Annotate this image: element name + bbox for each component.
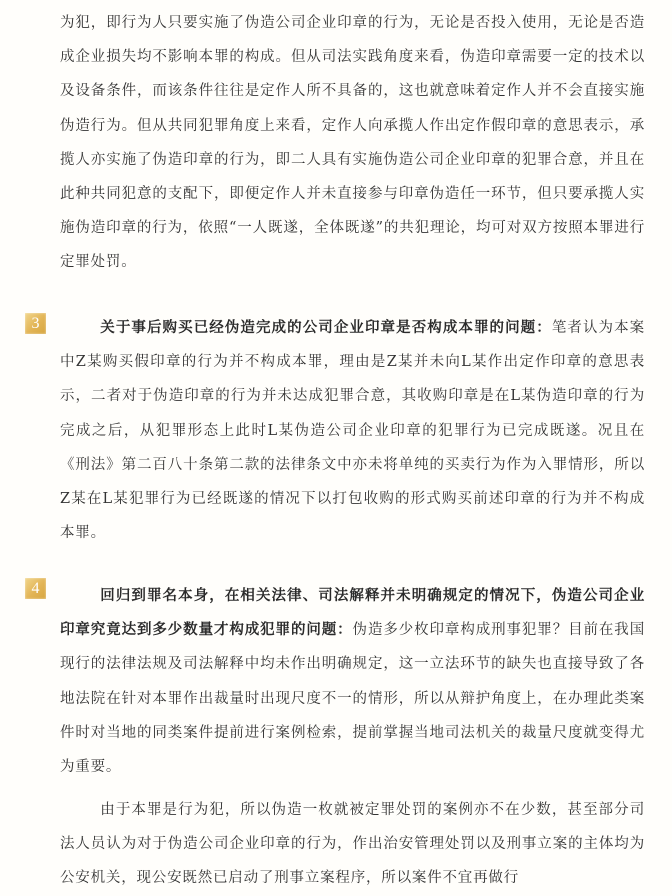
section-4-text: 伪造多少枚印章构成刑事犯罪？目前在我国现行的法律法规及司法解释中均未作出明确规定，这一立法环节的缺失也直接导致了各地法院在针对本罪作出裁量时出现尺度不一的情形，所以从辩护角度上，在办理此类案件时对当地的同类案件提前进行案例检索，提前掌握当地司法机关的裁量尺度就变得尤为重要。 bbox=[60, 622, 645, 776]
section-3-heading: 关于事后购买已经伪造完成的公司企业印章是否构成本罪的问题： bbox=[100, 319, 552, 336]
paragraph-1 bbox=[60, 6, 645, 280]
paragraph-section-4 bbox=[60, 579, 645, 784]
paragraph-section-3 bbox=[60, 311, 645, 550]
paragraph-1-text: 为犯，即行为人只要实施了伪造公司企业印章的行为，无论是否投入使用，无论是否造成企业损失均不影响本罪的构成。但从司法实践角度来看，伪造印章需要一定的技术以及设备条件，而该条件往往是定作人所不具备的，这也就意味着定作人并不会直接实施伪造行为。但从共同犯罪角度上来看，定作人向承揽人作出定作假印章的意思表示，承揽人亦实施了伪造印章的行为，即二人具有实施伪造公司企业印章的犯罪合意，并且在此种共同犯意的支配下，即便定作人并未直接参与印章伪造任一环节，但只要承揽人实施伪造印章的行为，依照“一人既遂，全体既遂”的共犯理论，均可对双方按照本罪进行定罪处罚。 bbox=[60, 15, 645, 271]
section-number-badge-4: 4 bbox=[25, 578, 46, 599]
section-4-heading: 回归到罪名本身，在相关法律、司法解释并未明确规定的情况下，伪造公司企业印章究竟达到多少数量才构成犯罪的问题： bbox=[60, 587, 645, 639]
paragraph-continuation-text: 由于本罪是行为犯，所以伪造一枚就被定罪处罚的案例亦不在少数，甚至部分司法人员认为对于伪造公司企业印章的行为，作出治安管理处罚以及刑事立案的主体均为公安机关，现公安既然已启动了刑事立案程序，所以案件不宜再做行 bbox=[60, 802, 645, 887]
section-number-badge-3: 3 bbox=[25, 313, 46, 334]
section-3-text: 笔者认为本案中Z某购买假印章的行为并不构成本罪，理由是Z某并未向L某作出定作印章的意思表示，二者对于伪造印章的行为并未达成犯罪合意，其收购印章是在L某伪造印章的行为完成之后，从犯罪形态上此时L某伪造公司企业印章的犯罪行为已完成既遂。况且在《刑法》第二百八十条第二款的法律条文中亦未将单纯的买卖行为作为入罪情形，所以Z某在L某犯罪行为已经既遂的情况下以打包收购的形式购买前述印章的行为并不构成本罪。 bbox=[60, 320, 645, 542]
paragraph-continuation bbox=[60, 793, 645, 896]
